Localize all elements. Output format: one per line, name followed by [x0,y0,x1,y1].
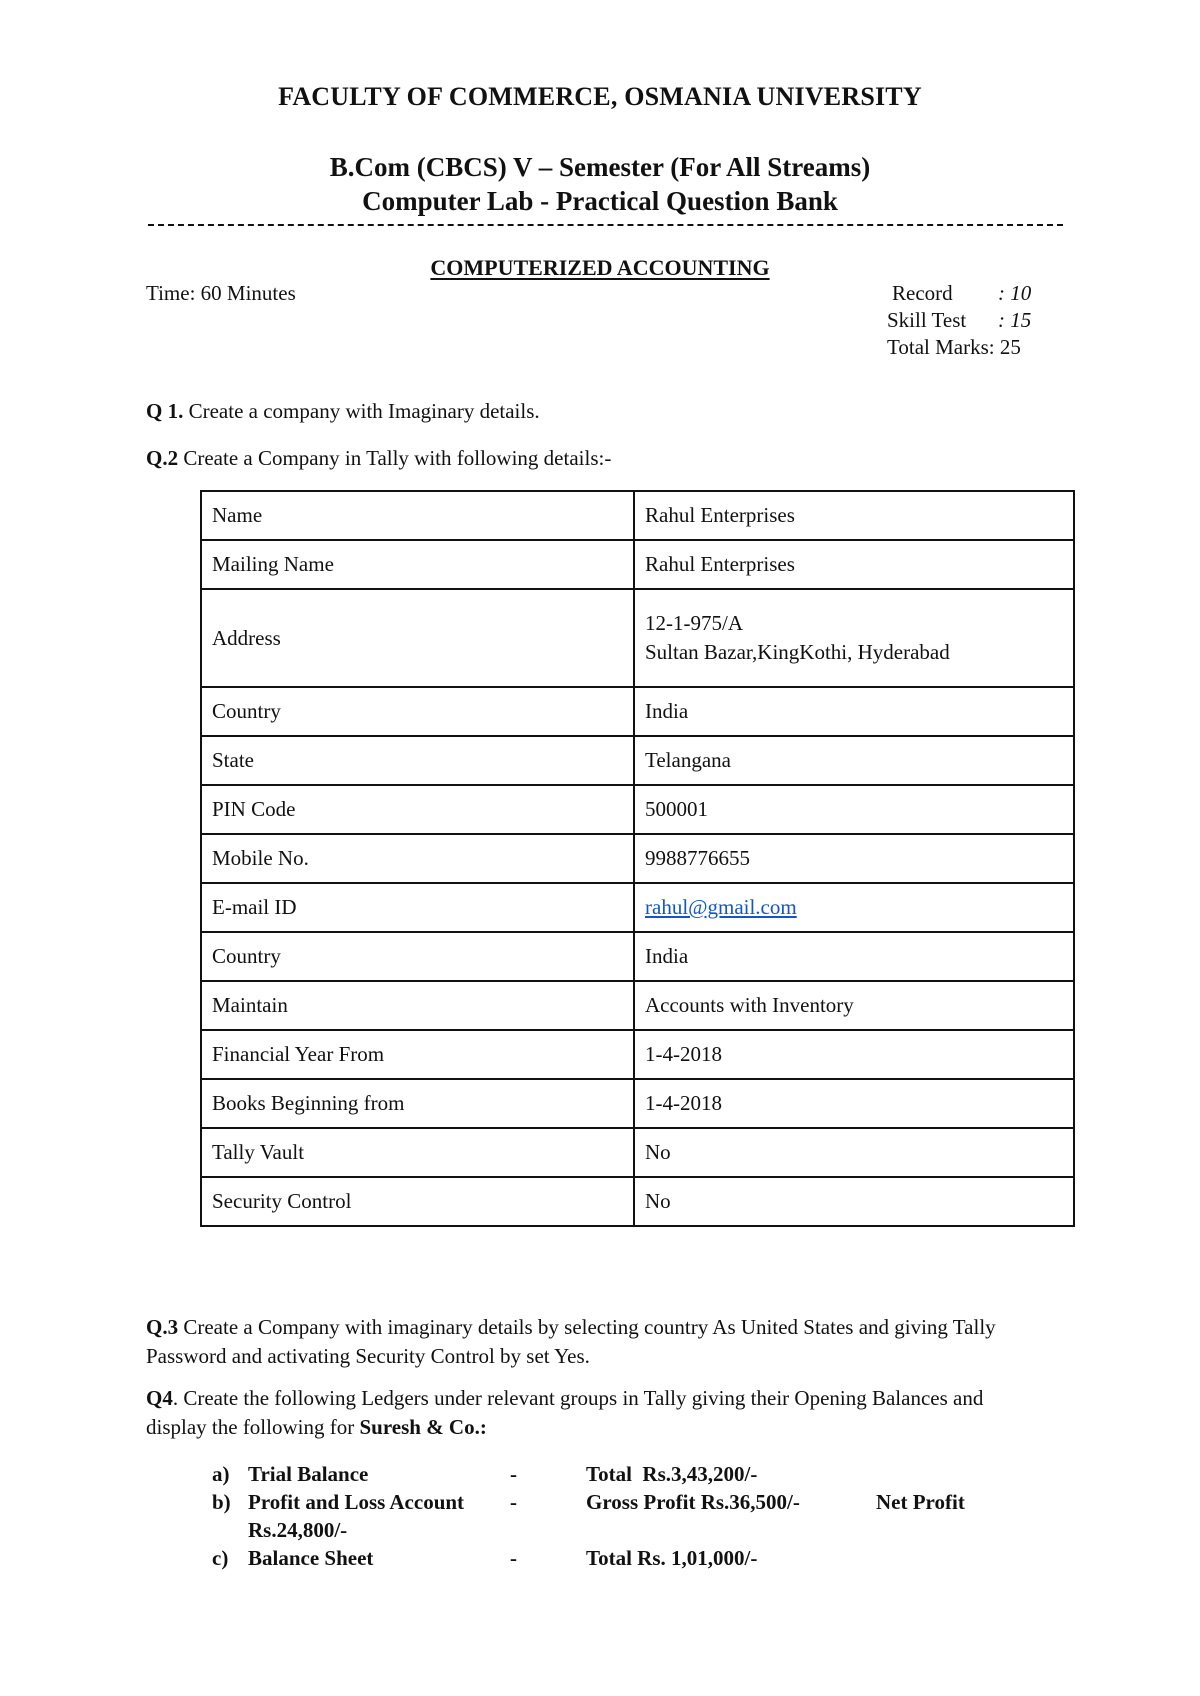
table-row [201,736,1074,785]
faculty-heading: FACULTY OF COMMERCE, OSMANIA UNIVERSITY [278,82,922,111]
question-1-text: Create a company with Imaginary details. [183,399,540,423]
question-3 [146,1313,1046,1371]
field-name: E-mail ID [201,883,634,932]
course-heading: B.Com (CBCS) V – Semester (For All Streams) [329,152,871,182]
section-heading: COMPUTERIZED ACCOUNTING [430,255,770,280]
lab-heading: Computer Lab - Practical Question Bank [362,186,838,216]
field-value: 1-4-2018 [634,1030,1074,1079]
question-4-company: Suresh & Co.: [359,1415,487,1439]
record-label: Record [892,281,953,305]
field-value: India [634,687,1074,736]
field-name: State [201,736,634,785]
table-row [201,785,1074,834]
question-3-number: Q.3 [146,1315,179,1339]
question-4-text: . Create the following Ledgers under relevant groups in Tally giving their Opening Balances and display the following for [146,1386,984,1439]
table-row [201,1079,1074,1128]
table-row [201,932,1074,981]
item-dash: - [510,1546,517,1570]
field-name: Maintain [201,981,634,1030]
item-name: Trial Balance [248,1462,369,1486]
field-name: Mobile No. [201,834,634,883]
field-value [634,883,1074,932]
field-value: Accounts with Inventory [634,981,1074,1030]
item-name: Profit and Loss Account [248,1490,465,1514]
item-value: Total Rs.3,43,200/- [586,1462,758,1486]
record-value: : 10 [998,281,1032,305]
time-allowed: Time: 60 Minutes [146,281,296,305]
item-continuation: Rs.24,800/- [248,1518,348,1542]
field-name: Name [201,491,634,540]
field-value: Rahul Enterprises [634,540,1074,589]
field-value: India [634,932,1074,981]
item-value: Total Rs. 1,01,000/- [586,1546,758,1570]
field-value: Rahul Enterprises [634,491,1074,540]
item-dash: - [510,1490,517,1514]
question-2-number: Q.2 [146,446,179,470]
item-letter: a) [212,1462,230,1486]
table-row [201,589,1074,687]
question-2-text: Create a Company in Tally with following details:- [178,446,612,470]
skill-test-label: Skill Test [887,308,967,332]
question-1 [146,397,1046,426]
item-letter: b) [212,1490,231,1514]
field-name: Country [201,687,634,736]
table-row [201,1177,1074,1226]
item-extra: Net Profit [876,1490,965,1514]
table-row [201,540,1074,589]
question-4 [146,1384,1046,1442]
table-row [201,981,1074,1030]
question-2 [146,444,1046,473]
field-name: Books Beginning from [201,1079,634,1128]
field-name: Country [201,932,634,981]
address-line-2: Sultan Bazar,KingKothi, Hyderabad [645,640,950,664]
field-value: 1-4-2018 [634,1079,1074,1128]
table-row [201,687,1074,736]
field-value: 500001 [634,785,1074,834]
field-value: 9988776655 [634,834,1074,883]
question-4-number: Q4 [146,1386,173,1410]
field-name: Financial Year From [201,1030,634,1079]
item-name: Balance Sheet [248,1546,374,1570]
skill-test-value: : 15 [998,308,1032,332]
field-value: No [634,1177,1074,1226]
field-name: Mailing Name [201,540,634,589]
field-value: Telangana [634,736,1074,785]
table-row [201,1030,1074,1079]
field-name: PIN Code [201,785,634,834]
field-value: No [634,1128,1074,1177]
item-dash: - [510,1462,517,1486]
field-name: Address [201,589,634,687]
question-1-number: Q 1. [146,399,184,423]
table-row [201,883,1074,932]
email-link[interactable]: rahul@gmail.com [645,895,797,919]
company-details-table [200,490,1075,1227]
item-value: Gross Profit Rs.36,500/- [586,1490,800,1514]
field-value [634,589,1074,687]
table-row [201,491,1074,540]
item-letter: c) [212,1546,229,1570]
field-name: Security Control [201,1177,634,1226]
table-row [201,834,1074,883]
total-marks: Total Marks: 25 [887,335,1021,359]
table-row [201,1128,1074,1177]
address-line-1: 12-1-975/A [645,611,743,635]
field-name: Tally Vault [201,1128,634,1177]
dashed-divider [148,224,1063,232]
question-3-text: Create a Company with imaginary details by selecting country As United States and giving Tally Password and activating Security Control by set Yes. [146,1315,996,1368]
